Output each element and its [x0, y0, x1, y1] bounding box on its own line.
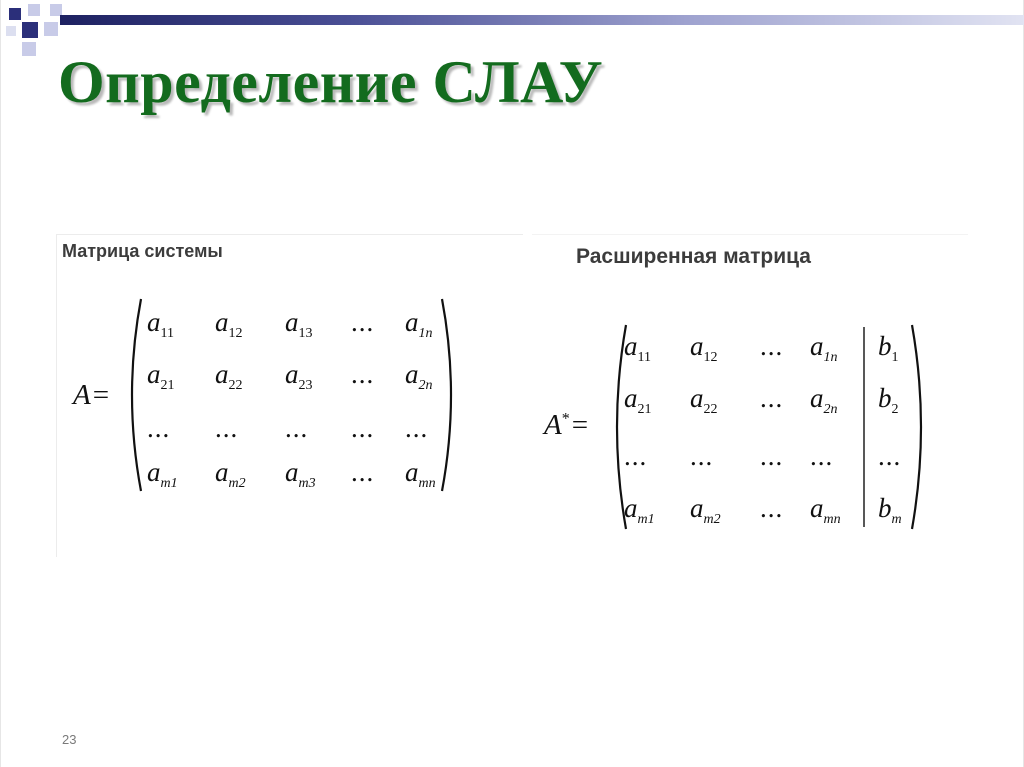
matrix-entry-base: ... [810, 441, 834, 471]
page-number: 23 [62, 732, 77, 747]
matrix-entry-base: ... [760, 493, 784, 523]
matrix-entry-subscript: 22 [703, 402, 718, 417]
matrix-entry-subscript: 1 [891, 350, 899, 365]
matrix-entry [624, 385, 652, 417]
matrix-entry [215, 415, 238, 442]
slide-title: Определение СЛАУ [58, 49, 604, 115]
matrix-entry [405, 415, 428, 442]
matrix-entry-base: ... [760, 331, 784, 361]
matrix-entry [147, 309, 174, 341]
matrix-symbol: A [73, 379, 91, 411]
matrix-entry-subscript: 1n [418, 326, 433, 341]
equals-sign: = [92, 379, 110, 411]
matrix-entry [215, 459, 246, 491]
matrix-entry [285, 309, 313, 341]
matrix-entry [878, 333, 899, 365]
matrix-entry [878, 385, 899, 417]
matrix-entry-subscript: m1 [160, 476, 178, 491]
matrix-entry [810, 495, 841, 527]
matrix-entry [810, 385, 838, 417]
left-bracket [121, 297, 143, 493]
matrix-entry-base: a [215, 457, 229, 487]
matrix-entry [624, 333, 651, 365]
matrix-entry [810, 443, 833, 470]
matrix-entry-base: a [405, 457, 419, 487]
matrix-entry [760, 495, 783, 522]
matrix-entry-base: b [878, 383, 892, 413]
matrix-entry-subscript: 2n [418, 378, 433, 393]
matrix-entry [351, 459, 374, 486]
matrix-entry-base: a [690, 493, 704, 523]
matrix-entry [878, 495, 902, 527]
matrix-entry [624, 443, 647, 470]
matrix-entry-base: a [690, 383, 704, 413]
matrix-entry-subscript: 23 [298, 378, 313, 393]
matrix-entry-subscript: m3 [298, 476, 316, 491]
matrix-entry [351, 361, 374, 388]
matrix-entry [405, 309, 433, 341]
matrix-entry [760, 443, 783, 470]
matrix-entry-subscript: 22 [228, 378, 243, 393]
augmented-matrix-equation [532, 235, 968, 535]
augmented-matrix-heading: Расширенная матрица [576, 245, 811, 268]
right-bracket [910, 323, 932, 531]
decor-square [44, 22, 58, 36]
slide-border-left [0, 0, 1, 767]
matrix-entry-base: ... [351, 359, 375, 389]
matrix-entry [147, 459, 178, 491]
title-accent-bar [60, 15, 1024, 25]
matrix-entry [215, 361, 243, 393]
matrix-entry [810, 333, 838, 365]
matrix-entry-base: ... [351, 413, 375, 443]
matrix-entry-base: ... [760, 441, 784, 471]
matrix-entry-base: a [147, 457, 161, 487]
matrix-entry [147, 415, 170, 442]
matrix-entry-base: ... [878, 441, 902, 471]
matrix-entry [690, 495, 721, 527]
matrix-entry-subscript: m [891, 512, 902, 527]
matrix-symbol: A [544, 409, 562, 441]
decor-square [22, 42, 36, 56]
matrix-entry-subscript: mn [418, 476, 436, 491]
system-matrix-panel [56, 234, 523, 557]
augmented-matrix-panel [532, 234, 968, 535]
matrix-entry-base: a [215, 307, 229, 337]
matrix-entry [624, 495, 655, 527]
right-bracket [440, 297, 462, 493]
matrix-entry [760, 385, 783, 412]
matrix-entry-base: a [285, 457, 299, 487]
equals-sign: = [571, 409, 589, 441]
matrix-entry [285, 361, 313, 393]
matrix-entry-subscript: 12 [703, 350, 718, 365]
matrix-entry-base: a [624, 331, 638, 361]
matrix-entry-base: ... [351, 307, 375, 337]
matrix-entry-base: ... [405, 413, 429, 443]
matrix-entry-subscript: 2 [891, 402, 899, 417]
matrix-entry [215, 309, 243, 341]
matrix-entry [351, 415, 374, 442]
matrix-entry [878, 443, 901, 470]
matrix-entry-base: ... [760, 383, 784, 413]
matrix-entry-base: a [147, 307, 161, 337]
matrix-entry-base: a [810, 493, 824, 523]
system-matrix-heading: Матрица системы [62, 241, 223, 261]
decor-square [28, 4, 40, 16]
matrix-entry-subscript: m2 [228, 476, 246, 491]
matrix-entry-base: ... [690, 441, 714, 471]
matrix-entry [285, 459, 316, 491]
matrix-entry-base: a [624, 493, 638, 523]
matrix-entry [690, 333, 718, 365]
matrix-entry [690, 385, 718, 417]
asterisk-superscript: * [561, 410, 570, 428]
matrix-entry-base: a [285, 307, 299, 337]
matrix-entry-base: a [810, 331, 824, 361]
matrix-entry-subscript: 2n [823, 402, 838, 417]
matrix-entry-subscript: m2 [703, 512, 721, 527]
matrix-entry [405, 459, 436, 491]
matrix-entry-base: ... [147, 413, 171, 443]
matrix-entry-base: a [690, 331, 704, 361]
matrix-entry-subscript: 13 [298, 326, 313, 341]
matrix-entry-base: a [147, 359, 161, 389]
matrix-entry-base: b [878, 331, 892, 361]
system-matrix-equation [57, 235, 523, 557]
matrix-entry-subscript: 1n [823, 350, 838, 365]
matrix-entry-base: ... [215, 413, 239, 443]
matrix-entry [147, 361, 175, 393]
matrix-entry-subscript: m1 [637, 512, 655, 527]
matrix-entry-base: ... [351, 457, 375, 487]
matrix-entry-base: a [405, 307, 419, 337]
matrix-entry-base: a [285, 359, 299, 389]
matrix-entry [405, 361, 433, 393]
matrix-entry-base: a [215, 359, 229, 389]
matrix-entry-base: ... [285, 413, 309, 443]
matrix-entry-subscript: 12 [228, 326, 243, 341]
matrix-entry-subscript: mn [823, 512, 841, 527]
matrix-entry-subscript: 11 [160, 326, 174, 341]
matrix-entry-base: ... [624, 441, 648, 471]
matrix-entry [351, 309, 374, 336]
matrix-entry-base: a [810, 383, 824, 413]
augmented-divider [862, 327, 866, 527]
matrix-entry-base: a [405, 359, 419, 389]
decor-square [22, 22, 38, 38]
augmented-lhs [544, 411, 588, 440]
matrix-lhs [73, 381, 109, 410]
matrix-entry-subscript: 21 [637, 402, 652, 417]
decor-square [6, 26, 16, 36]
matrix-entry [760, 333, 783, 360]
matrix-entry [690, 443, 713, 470]
matrix-entry-base: a [624, 383, 638, 413]
decor-square [9, 8, 21, 20]
matrix-entry-subscript: 21 [160, 378, 175, 393]
matrix-entry-subscript: 11 [637, 350, 651, 365]
matrix-entry-base: b [878, 493, 892, 523]
matrix-entry [285, 415, 308, 442]
